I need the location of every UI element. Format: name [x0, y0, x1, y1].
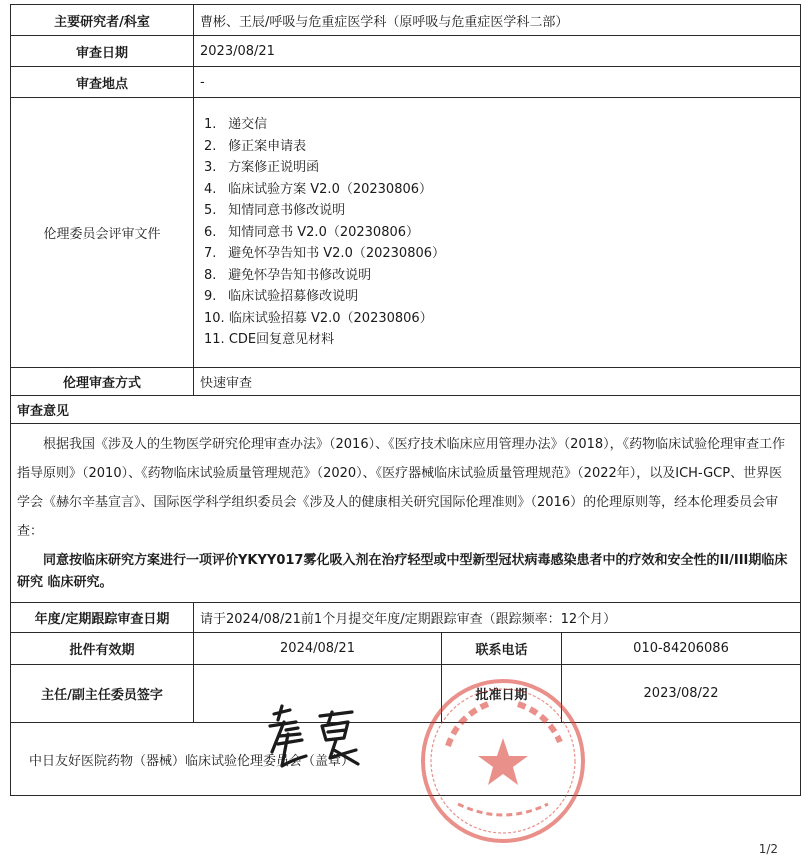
opinion-title: 审查意见	[11, 396, 801, 424]
list-item: 8. 避免怀孕告知书修改说明	[204, 267, 372, 283]
phone-value: 010-84206086	[562, 633, 801, 665]
documents-cell	[194, 98, 801, 368]
tracking-row	[11, 603, 801, 633]
list-item: 4. 临床试验方案 V2.0（20230806）	[204, 181, 433, 197]
documents-list	[200, 110, 794, 355]
opinion-body	[11, 424, 801, 603]
committee-name: 中日友好医院药物（器械）临床试验伦理委员会（盖章）	[11, 723, 801, 796]
signature-row	[11, 665, 801, 723]
review-method-row	[11, 368, 801, 396]
opinion-conclusion: 同意按临床研究方案进行一项评价YKYY017雾化吸入剂在治疗轻型或中型新型冠状病毒感染患者中的疗效和安全性的II/III期临床研究 临床研究。	[17, 553, 788, 590]
documents-row	[11, 98, 801, 368]
list-item: 6. 知情同意书 V2.0（20230806）	[204, 224, 420, 240]
phone-label: 联系电话	[442, 633, 562, 665]
committee-seal	[418, 676, 588, 846]
opinion-body-row	[11, 424, 801, 603]
pi-value: 曹彬、王辰/呼吸与危重症医学科（原呼吸与危重症医学科二部）	[194, 5, 801, 36]
review-location-label: 审查地点	[11, 67, 194, 98]
list-item: 9. 临床试验招募修改说明	[204, 289, 359, 305]
review-date-value: 2023/08/21	[194, 36, 801, 67]
validity-row	[11, 633, 801, 665]
validity-label: 批件有效期	[11, 633, 194, 665]
opinion-paragraph: 根据我国《涉及人的生物医学研究伦理审查办法》（2016）、《医疗技术临床应用管理办法》（2018），《药物临床试验伦理审查工作指导原则》（2010）、《药物临床试验质量管理规范》（2020）、《医疗器械临床试验质量管理规范》（2022年），以及ICH-GCP、世界医学会《赫尔辛基宣言》、国际医学科学组织委员会《涉及人的健康相关研究国际伦理准则》（2016）的伦理原则等，经本伦理委员会审查：	[17, 437, 786, 539]
validity-value: 2024/08/21	[194, 633, 442, 665]
review-method-label: 伦理审查方式	[11, 368, 194, 396]
list-item: 1. 递交信	[204, 117, 268, 133]
list-item: 11. CDE回复意见材料	[204, 332, 335, 348]
review-location-value: -	[194, 67, 801, 98]
pi-label: 主要研究者/科室	[11, 5, 194, 36]
review-location-row	[11, 67, 801, 98]
list-item: 3. 方案修正说明函	[204, 160, 320, 176]
pi-row	[11, 5, 801, 36]
opinion-title-row	[11, 396, 801, 424]
list-item: 5. 知情同意书修改说明	[204, 203, 346, 219]
list-item: 2. 修正案申请表	[204, 138, 307, 154]
handwritten-signature	[262, 704, 382, 774]
ethics-approval-table	[10, 4, 801, 796]
review-date-row	[11, 36, 801, 67]
review-method-value: 快速审查	[194, 368, 801, 396]
footer-row	[11, 723, 801, 796]
list-item: 10. 临床试验招募 V2.0（20230806）	[204, 310, 433, 326]
approval-date-value: 2023/08/22	[562, 665, 801, 723]
signature-label: 主任/副主任委员签字	[11, 665, 194, 723]
approval-date-label: 批准日期	[442, 665, 562, 723]
page-number: 1/2	[758, 842, 778, 856]
tracking-label: 年度/定期跟踪审查日期	[11, 603, 194, 633]
documents-label: 伦理委员会评审文件	[11, 98, 194, 368]
review-date-label: 审查日期	[11, 36, 194, 67]
list-item: 7. 避免怀孕告知书 V2.0（20230806）	[204, 246, 446, 262]
tracking-value: 请于2024/08/21前1个月提交年度/定期跟踪审查（跟踪频率：12个月）	[194, 603, 801, 633]
